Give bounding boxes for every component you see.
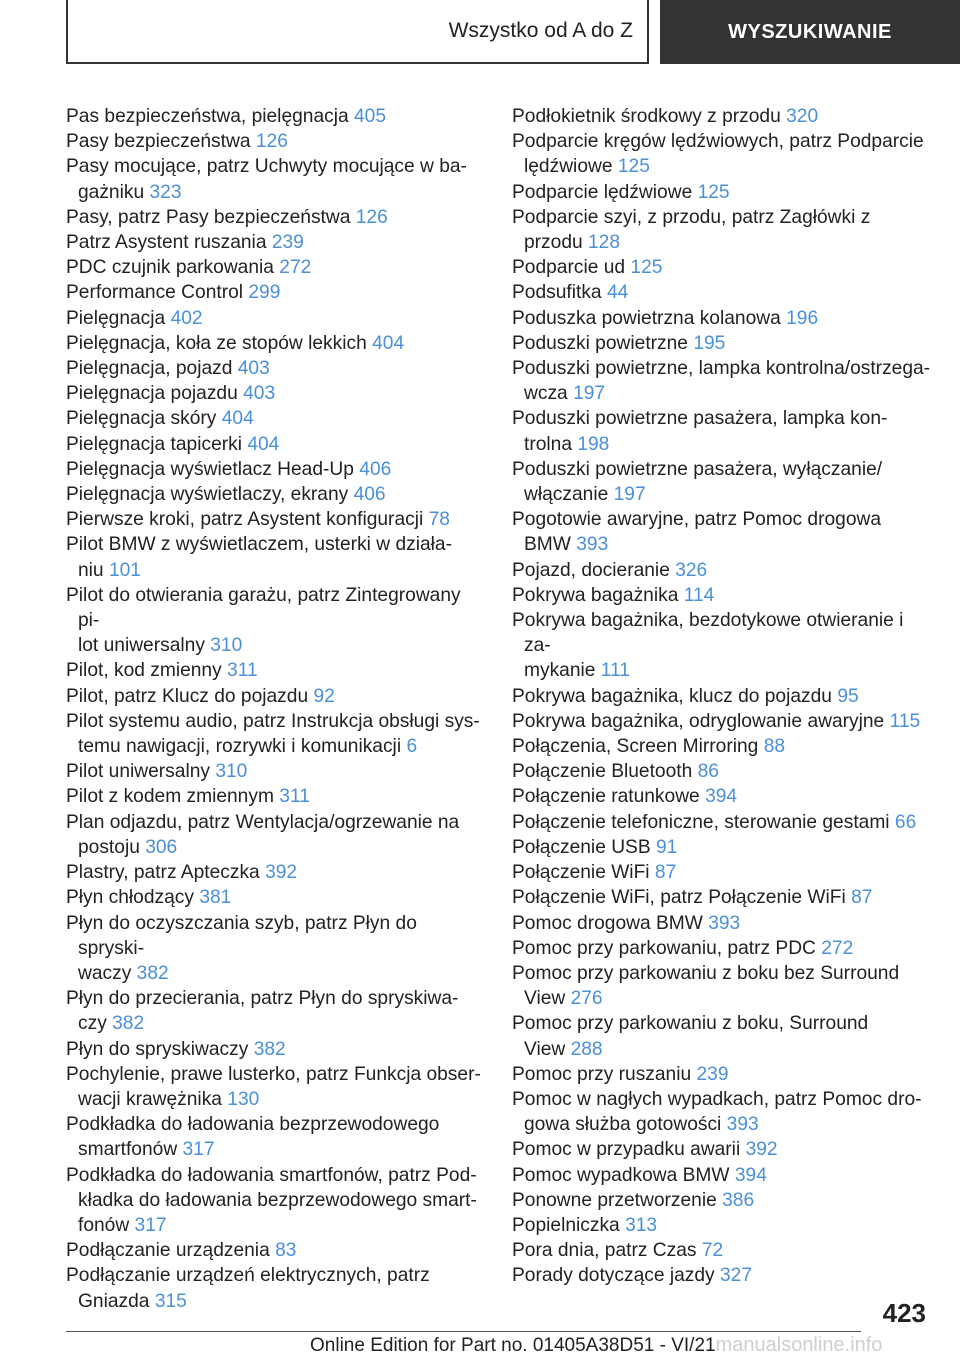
page-link[interactable]: 130: [227, 1088, 260, 1110]
index-term: Pielęgnacja pojazdu: [66, 383, 238, 405]
index-entry: [512, 457, 932, 507]
index-term: Pasy, patrz Pasy bezpieczeństwa: [66, 206, 351, 228]
index-term: Podkładka do ładowania bezprzewodowego smartfonów: [66, 1114, 440, 1161]
page-link[interactable]: 382: [253, 1038, 286, 1060]
page-link[interactable]: 392: [265, 862, 298, 884]
page-link[interactable]: 327: [719, 1265, 752, 1287]
page-link[interactable]: 317: [182, 1139, 215, 1161]
index-entry: [512, 885, 932, 910]
index-term: Pomoc w przypadku awarii: [512, 1139, 741, 1161]
index-entry: [512, 759, 932, 784]
index-term: Połączenie telefoniczne, sterowanie gestami: [512, 811, 890, 833]
index-entry: [512, 104, 932, 129]
index-entry: [66, 280, 486, 305]
index-entry: [66, 255, 486, 280]
index-term: Pomoc przy ruszaniu: [512, 1063, 692, 1085]
index-entry: [66, 381, 486, 406]
index-term: Pielęgnacja, koła ze stopów lekkich: [66, 332, 367, 354]
page-link[interactable]: 402: [170, 307, 203, 329]
index-entry: [512, 784, 932, 809]
index-term: Płyn do spryskiwaczy: [66, 1038, 249, 1060]
index-term: Performance Control: [66, 282, 244, 304]
index-entry: [66, 205, 486, 230]
index-term: Połączenie ratunkowe: [512, 786, 700, 808]
index-term: Połączenie Bluetooth: [512, 761, 693, 783]
page-link[interactable]: 323: [149, 181, 182, 203]
index-entry: [512, 860, 932, 885]
index-entry: [512, 306, 932, 331]
page-link[interactable]: 382: [136, 962, 169, 984]
search-tab[interactable]: [660, 0, 960, 64]
index-term: Podłączanie urządzeń elektrycznych, patrz Gniazda: [66, 1265, 430, 1312]
index-entry: [512, 180, 932, 205]
index-term: Pielęgnacja, pojazd: [66, 358, 233, 380]
index-entry: [66, 356, 486, 381]
page-link[interactable]: 83: [275, 1240, 297, 1262]
index-term: Pojazd, docieranie: [512, 559, 670, 581]
index-term: Pierwsze kroki, patrz Asystent konfiguracji: [66, 509, 424, 531]
index-term: Porady dotyczące jazdy: [512, 1265, 715, 1287]
footer-divider: [66, 1331, 861, 1332]
index-term: Pilot z kodem zmiennym: [66, 786, 274, 808]
index-term: Podłączanie urządzenia: [66, 1240, 270, 1262]
page-link[interactable]: 195: [693, 332, 726, 354]
index-term: Pomoc przy parkowaniu, patrz PDC: [512, 937, 816, 959]
page-link[interactable]: 88: [763, 736, 786, 758]
index-term: Plastry, patrz Apteczka: [66, 862, 260, 884]
index-entry: [66, 306, 486, 331]
page-link[interactable]: 66: [894, 811, 917, 833]
index-term: Pielęgnacja tapicerki: [66, 433, 242, 455]
index-term: Podparcie kręgów lędźwiowych, patrz Podparcie lędźwiowe: [512, 131, 924, 178]
index-term: Podłokietnik środkowy z przodu: [512, 106, 781, 127]
index-term: Pora dnia, patrz Czas: [512, 1240, 697, 1262]
page-link[interactable]: 404: [372, 332, 405, 354]
index-entry: [512, 331, 932, 356]
index-entry: [66, 709, 486, 759]
index-term: Pogotowie awaryjne, patrz Pomoc drogowa BMW: [512, 509, 882, 556]
index-term: Pielęgnacja skóry: [66, 408, 217, 430]
index-term: Pomoc w nagłych wypadkach, patrz Pomoc dro- gowa służba gotowości: [512, 1088, 922, 1136]
page-number: 423: [882, 1298, 926, 1328]
page-link[interactable]: 91: [656, 836, 678, 858]
index-entry: [512, 1263, 932, 1288]
page-link[interactable]: 310: [210, 635, 243, 657]
index-term: PDC czujnik parkowania: [66, 257, 274, 279]
index-term: Podsufitka: [512, 282, 602, 304]
page-link[interactable]: 125: [697, 181, 730, 203]
page-link[interactable]: 393: [708, 912, 741, 934]
index-entry: [512, 205, 932, 255]
page-link[interactable]: 288: [570, 1038, 603, 1060]
index-column-left: [66, 104, 486, 1314]
index-term: Połączenie WiFi, patrz Połączenie WiFi: [512, 887, 846, 909]
page-link[interactable]: 197: [573, 383, 606, 405]
index-entry: [512, 734, 932, 759]
index-term: Płyn chłodzący: [66, 887, 194, 909]
index-entry: [512, 835, 932, 860]
footer-watermark: manualsonline.info: [715, 1334, 883, 1356]
index-entry: [66, 885, 486, 910]
index-entry: [512, 1011, 932, 1061]
page-link[interactable]: 403: [237, 358, 270, 380]
page-link[interactable]: 317: [134, 1214, 167, 1236]
page-link[interactable]: 311: [279, 786, 310, 808]
index-entry: [512, 684, 932, 709]
index-entry: [512, 961, 932, 1011]
page-link[interactable]: 276: [570, 988, 603, 1010]
page-link[interactable]: 72: [701, 1240, 724, 1262]
index-entry: [66, 759, 486, 784]
index-entry: [66, 1163, 486, 1239]
index-term: Popielniczka: [512, 1214, 620, 1236]
page-link[interactable]: 392: [745, 1139, 778, 1161]
index-entry: [66, 784, 486, 809]
page-link[interactable]: 306: [145, 836, 178, 858]
page-link[interactable]: 87: [654, 862, 677, 884]
index-term: Podparcie szyi, z przodu, patrz Zagłówki z przodu: [512, 206, 871, 254]
page-link[interactable]: 405: [354, 106, 387, 127]
index-entry: [512, 1087, 932, 1137]
page-link[interactable]: 272: [279, 257, 312, 279]
page-link[interactable]: 299: [248, 282, 281, 304]
index-term: Pomoc przy parkowaniu z boku bez Surround View: [512, 962, 900, 1010]
index-entry: [66, 154, 486, 204]
page-link[interactable]: 310: [215, 761, 248, 783]
page-link[interactable]: 198: [577, 433, 610, 455]
page-link[interactable]: 128: [588, 232, 621, 254]
index-term: Pokrywa bagażnika: [512, 584, 679, 606]
search-tab-label: WYSZUKIWANIE: [728, 20, 892, 43]
index-entry: [66, 1112, 486, 1162]
page-link[interactable]: 86: [697, 761, 719, 783]
index-term: Pielęgnacja wyświetlaczy, ekrany: [66, 484, 349, 506]
page-link[interactable]: 101: [108, 559, 141, 581]
index-term: Pilot, kod zmienny: [66, 660, 222, 682]
page-link[interactable]: 326: [675, 559, 708, 581]
index-term: Pokrywa bagażnika, bezdotykowe otwieranie i za- mykanie: [512, 610, 904, 682]
index-column-right: [512, 104, 932, 1289]
index-entry: [512, 558, 932, 583]
index-term: Poduszka powietrzna kolanowa: [512, 307, 781, 329]
index-term: Połączenie WiFi: [512, 862, 650, 884]
page-link[interactable]: 403: [243, 383, 276, 405]
index-term: Pilot systemu audio, patrz Instrukcja obsługi sys- temu nawigacji, rozrywki i komunikacji: [66, 710, 480, 758]
index-entry: [512, 810, 932, 835]
page-link[interactable]: 315: [154, 1290, 187, 1312]
page-link[interactable]: 313: [625, 1214, 658, 1236]
index-entry: [66, 532, 486, 582]
index-term: Pilot BMW z wyświetlaczem, usterki w działa- niu: [66, 534, 452, 581]
page-link[interactable]: 393: [576, 534, 609, 556]
index-entry: [512, 911, 932, 936]
index-term: Pomoc drogowa BMW: [512, 912, 703, 934]
index-entry: [66, 1037, 486, 1062]
index-entry: [512, 1213, 932, 1238]
page-link[interactable]: 320: [786, 106, 819, 127]
index-term: Poduszki powietrzne: [512, 332, 688, 354]
page-link[interactable]: 406: [353, 484, 386, 506]
index-entry: [66, 986, 486, 1036]
index-term: Pasy mocujące, patrz Uchwyty mocujące w ba- gażniku: [66, 156, 467, 203]
index-term: Pokrywa bagażnika, klucz do pojazdu: [512, 685, 832, 707]
index-entry: [512, 280, 932, 305]
index-entry: [512, 1062, 932, 1087]
index-entry: [66, 230, 486, 255]
index-entry: [512, 1238, 932, 1263]
index-entry: [66, 331, 486, 356]
page-link[interactable]: 311: [227, 660, 258, 682]
index-term: Pielęgnacja: [66, 307, 166, 329]
index-term: Pomoc przy parkowaniu z boku, Surround View: [512, 1013, 869, 1060]
page-link[interactable]: 393: [726, 1114, 759, 1136]
index-term: Połączenia, Screen Mirroring: [512, 736, 759, 758]
page-link[interactable]: 404: [221, 408, 254, 430]
page-link[interactable]: 272: [821, 937, 854, 959]
page-link[interactable]: 381: [199, 887, 232, 909]
index-entry: [66, 810, 486, 860]
page-link[interactable]: 197: [613, 484, 646, 506]
index-term: Pasy bezpieczeństwa: [66, 131, 251, 153]
index-entry: [512, 709, 932, 734]
page-link[interactable]: 87: [851, 887, 873, 909]
page-link[interactable]: 386: [722, 1189, 755, 1211]
index-entry: [66, 658, 486, 683]
index-term: Pilot uniwersalny: [66, 761, 210, 783]
page-link[interactable]: 111: [600, 660, 630, 682]
page-link[interactable]: 92: [313, 685, 335, 707]
page-link[interactable]: 126: [355, 206, 388, 228]
index-entry: [512, 406, 932, 456]
index-term: Patrz Asystent ruszania: [66, 232, 267, 254]
page-link[interactable]: 114: [683, 584, 715, 606]
index-term: Podkładka do ładowania smartfonów, patrz Pod- kładka do ładowania bezprzewodowego smart- fonów: [66, 1164, 477, 1236]
index-entry: [66, 406, 486, 431]
index-term: Pielęgnacja wyświetlacz Head-Up: [66, 458, 354, 480]
index-entry: [512, 1163, 932, 1188]
footer: [310, 1334, 950, 1357]
page-link[interactable]: 404: [247, 433, 280, 455]
index-entry: [66, 507, 486, 532]
index-term: Połączenie USB: [512, 836, 651, 858]
page-link[interactable]: 95: [837, 685, 859, 707]
page-link[interactable]: 6: [406, 736, 418, 758]
index-entry: [66, 457, 486, 482]
index-entry: [66, 1238, 486, 1263]
index-term: Poduszki powietrzne pasażera, wyłączanie/ włączanie: [512, 458, 883, 506]
footer-edition: Online Edition for Part no. 01405A38D51 - VI/21: [310, 1335, 716, 1356]
page-link[interactable]: 78: [428, 509, 450, 531]
index-entry: [512, 129, 932, 179]
index-entry: [66, 684, 486, 709]
index-term: Poduszki powietrzne, lampka kontrolna/ostrzega- wcza: [512, 358, 931, 405]
page-link[interactable]: 394: [705, 786, 738, 808]
page-link[interactable]: 394: [734, 1164, 767, 1186]
index-term: Płyn do oczyszczania szyb, patrz Płyn do spryski- waczy: [66, 912, 417, 984]
index-entry: [512, 936, 932, 961]
index-term: Pas bezpieczeństwa, pielęgnacja: [66, 106, 349, 127]
index-entry: [66, 104, 486, 129]
index-entry: [512, 507, 932, 557]
index-term: Pokrywa bagażnika, odryglowanie awaryjne: [512, 710, 885, 732]
index-entry: [66, 1263, 486, 1313]
section-tab[interactable]: [66, 0, 649, 64]
page-link[interactable]: 239: [696, 1063, 729, 1085]
index-entry: [512, 608, 932, 684]
page-link[interactable]: 382: [112, 1013, 145, 1035]
index-entry: [512, 583, 932, 608]
index-term: Pochylenie, prawe lusterko, patrz Funkcja obser- wacji krawężnika: [66, 1063, 481, 1110]
index-entry: [66, 1062, 486, 1112]
index-term: Pilot, patrz Klucz do pojazdu: [66, 685, 309, 707]
page-link[interactable]: 115: [889, 710, 921, 732]
section-tab-label: Wszystko od A do Z: [448, 19, 633, 42]
index-term: Podparcie lędźwiowe: [512, 181, 693, 203]
index-entry: [512, 1137, 932, 1162]
page-link[interactable]: 196: [786, 307, 819, 329]
index-term: Poduszki powietrzne pasażera, lampka kon- trolna: [512, 408, 888, 455]
index-term: Podparcie ud: [512, 257, 626, 279]
index-entry: [66, 860, 486, 885]
page-link[interactable]: 239: [271, 232, 304, 254]
page-link[interactable]: 44: [606, 282, 629, 304]
index-term: Płyn do przecierania, patrz Płyn do spryskiwa- czy: [66, 988, 459, 1035]
index-entry: [512, 356, 932, 406]
index-entry: [66, 583, 486, 659]
index-entry: [66, 432, 486, 457]
page-link[interactable]: 126: [255, 131, 288, 153]
index-term: Pomoc wypadkowa BMW: [512, 1164, 730, 1186]
page-link[interactable]: 125: [630, 257, 663, 279]
page-link[interactable]: 125: [617, 156, 650, 178]
index-term: Ponowne przetworzenie: [512, 1189, 717, 1211]
index-entry: [512, 1188, 932, 1213]
index-entry: [66, 482, 486, 507]
index-entry: [66, 129, 486, 154]
index-term: Pilot do otwierania garażu, patrz Zintegrowany pi- lot uniwersalny: [66, 584, 461, 657]
index-entry: [512, 255, 932, 280]
page-link[interactable]: 406: [359, 458, 392, 480]
index-term: Plan odjazdu, patrz Wentylacja/ogrzewanie na postoju: [66, 811, 460, 858]
index-entry: [66, 911, 486, 987]
